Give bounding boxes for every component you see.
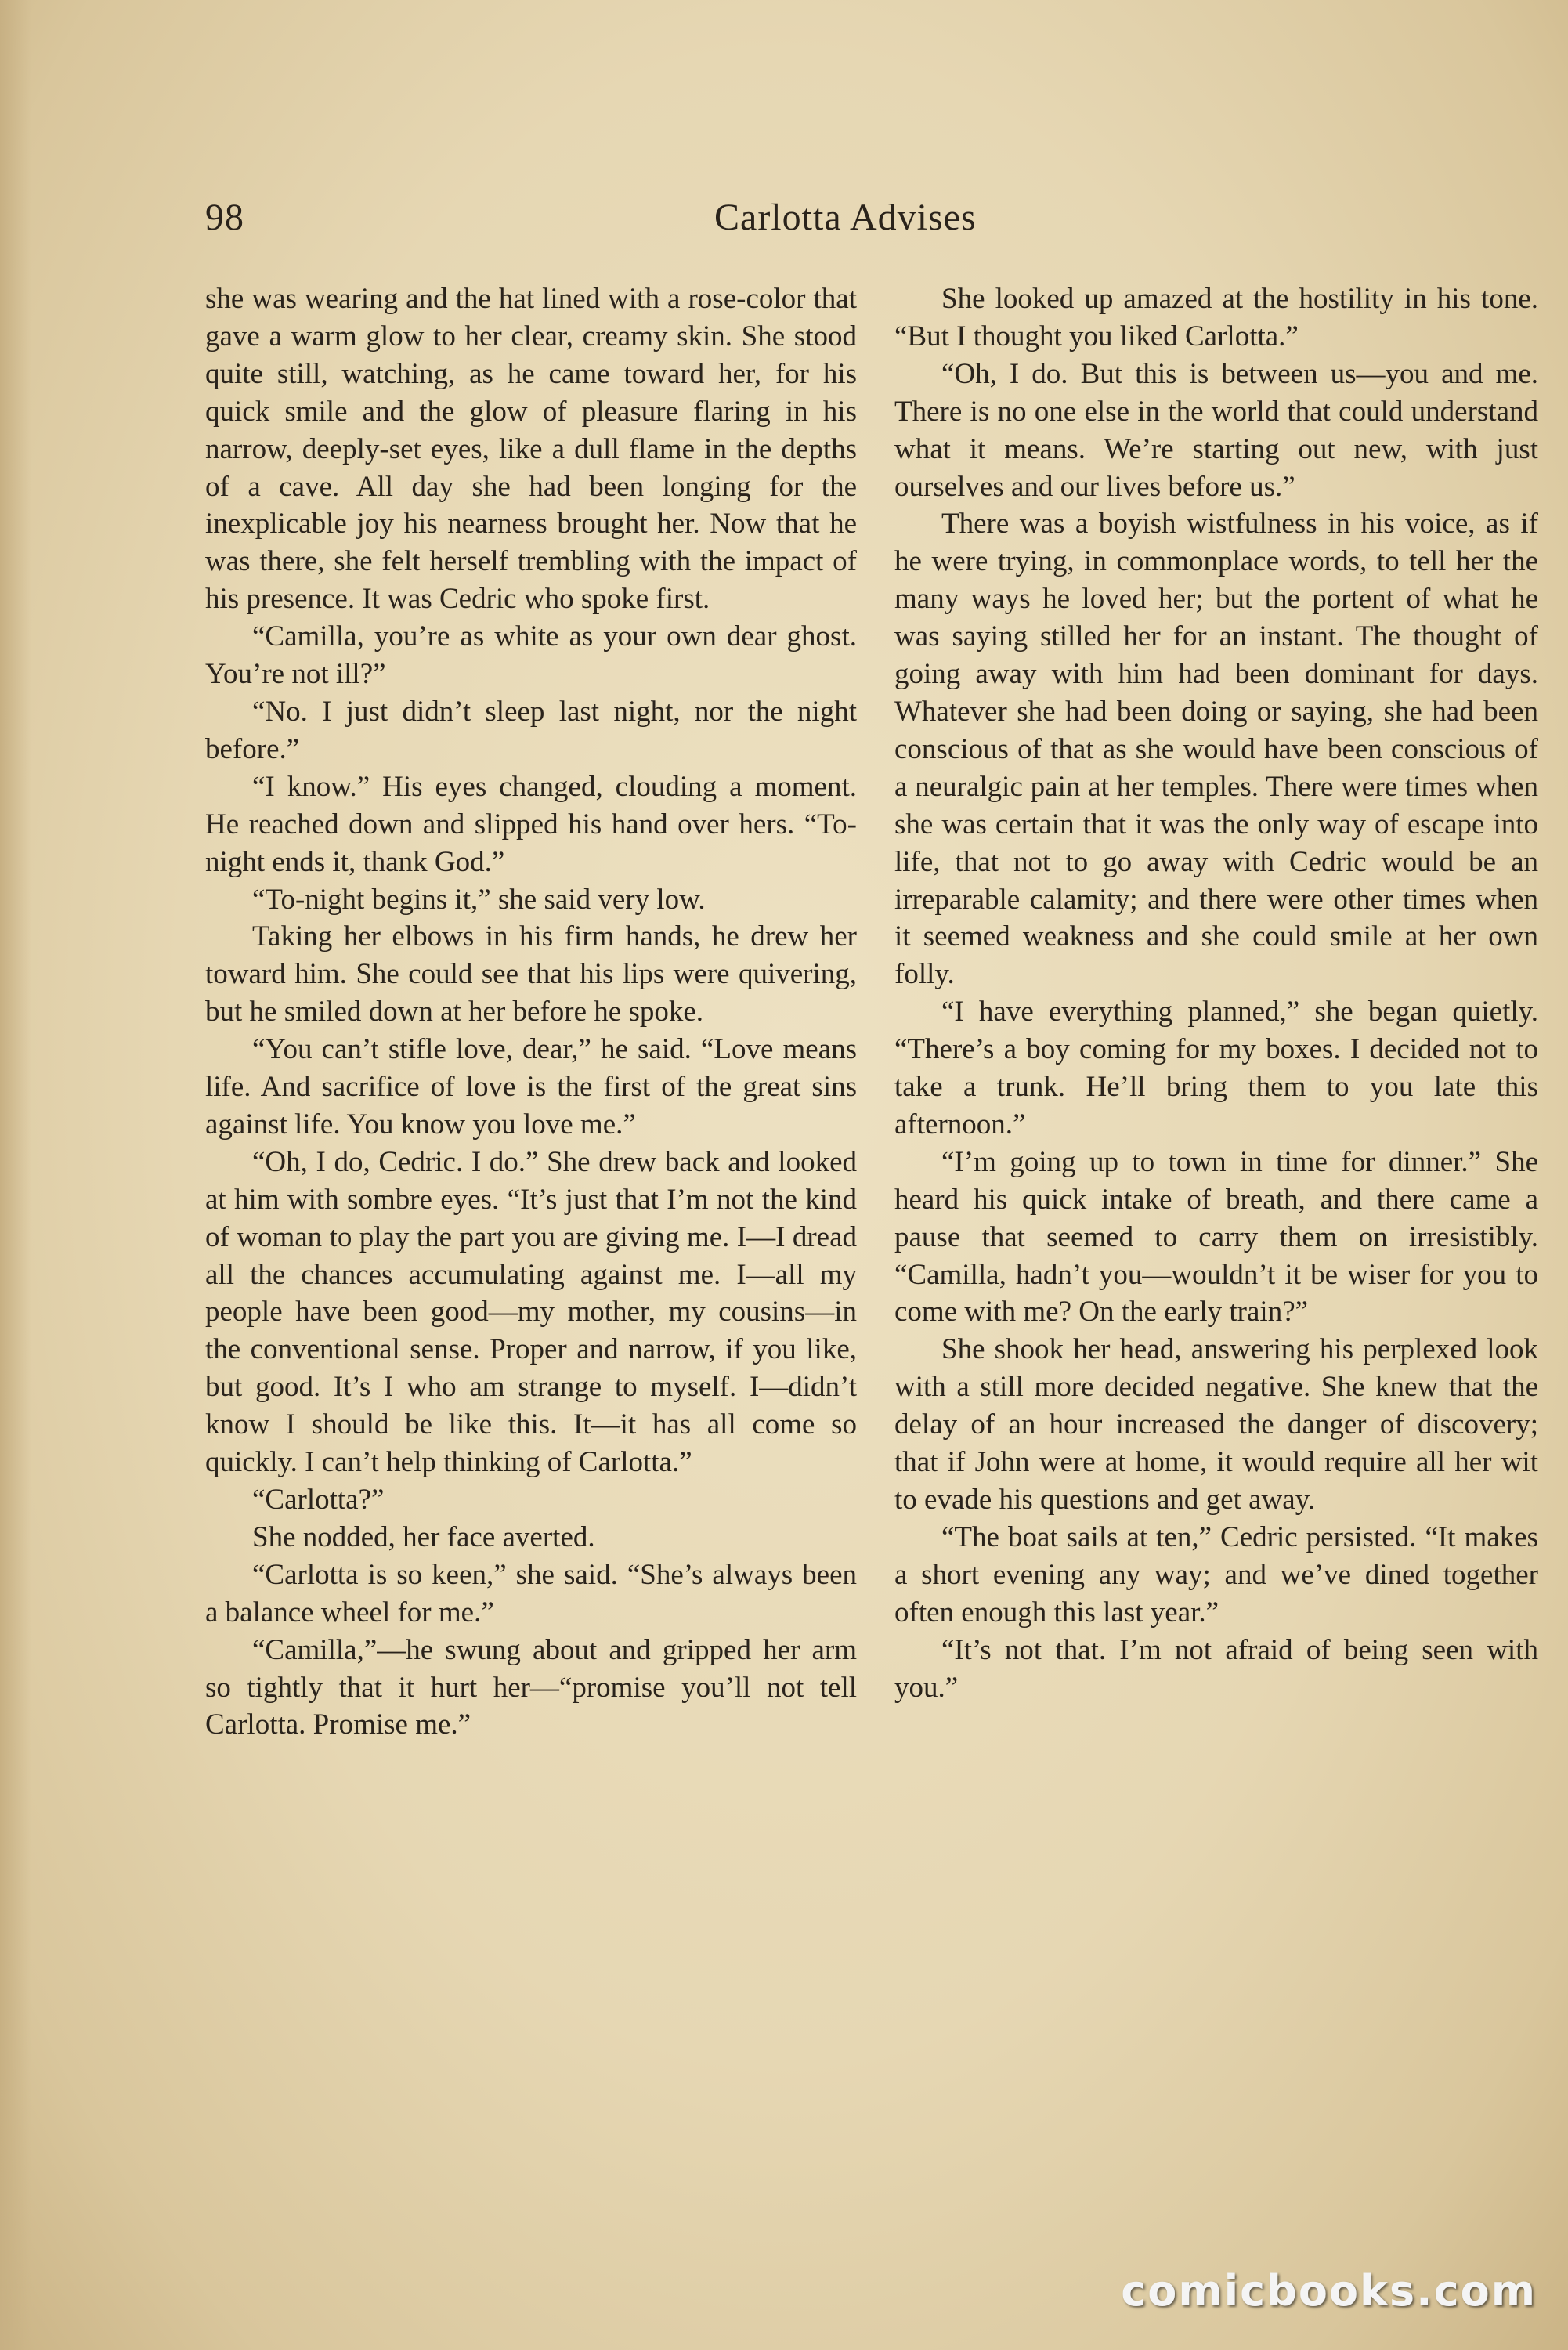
paragraph: There was a boyish wistfulness in his voice, as if he were trying, in commonplace words, to tell her the many ways he loved her; but the portent of what he was saying stilled her for an instant. The thought of going away with him had been dominant for days. Whatever she had been doing or saying, she had been conscious of that as she would have been conscious of a neuralgic pain at her temples. There were times when she was certain that it was the only way of escape into life, that not to go away with Cedric would be an irreparable calamity; and there were other times when it seemed weakness and she could smile at her own folly. — [894, 508, 1538, 991]
paragraph: “It’s not that. I’m not afraid of being seen with you.” — [894, 1633, 1538, 1704]
paragraph: “I have everything planned,” she began quietly. “There’s a boy coming for my boxes. I decided not to take a trunk. He’ll bring them to you late this afternoon.” — [894, 996, 1538, 1141]
paragraph: she was wearing and the hat lined with a rose-color that gave a warm glow to her clear, creamy skin. She stood quite still, watching, as he came toward her, for his quick smile and the glow of pleasure flaring in his narrow, deeply-set eyes, like a dull flame in the depths of a cave. All day she had been longing for the inexplicable joy his nearness brought her. Now that he was there, she felt herself trembling with the impact of his presence. It was Cedric who spoke first. — [205, 283, 857, 616]
paragraph: “Carlotta is so keen,” she said. “She’s always been a balance wheel for me.” — [205, 1558, 857, 1629]
page-number: 98 — [205, 197, 244, 238]
running-title: Carlotta Advises — [714, 197, 977, 238]
paragraph: “To-night begins it,” she said very low. — [252, 883, 706, 916]
paragraph: “Camilla, you’re as white as your own dear ghost. You’re not ill?” — [205, 620, 857, 691]
paragraph: She shook her head, answering his perplexed look with a still more decided negative. She knew that the delay of an hour increased the danger of discovery; that if John were at home, it would require all her wit to evade his questions and get away. — [894, 1333, 1538, 1516]
paragraph: Taking her elbows in his firm hands, he drew her toward him. She could see that his lips were quivering, but he smiled down at her before he spoke. — [205, 920, 857, 1029]
paragraph: “You can’t stifle love, dear,” he said. “Love means life. And sacrifice of love is the first of the great sins against life. You know you love me.” — [205, 1033, 857, 1141]
paragraph: “I know.” His eyes changed, clouding a moment. He reached down and slipped his hand over hers. “To-night ends it, thank God.” — [205, 770, 857, 878]
paragraph: “Oh, I do, Cedric. I do.” She drew back and looked at him with sombre eyes. “It’s just that I’m not the kind of woman to play the part you are giving me. I—I dread all the chances accumulating against me. I—all my people have been good—my mother, my cousins—in the conventional sense. Proper and narrow, if you like, but good. It’s I who am strange to myself. I—didn’t know I should be like this. It—it has all come so quickly. I can’t help thinking of Carlotta.” — [205, 1145, 857, 1479]
paragraph: “I’m going up to town in time for dinner.” She heard his quick intake of breath, and there came a pause that seemed to carry them on irresistibly. “Camilla, hadn’t you—wouldn’t it be wiser for you to come with me? On the early train?” — [894, 1145, 1538, 1329]
paragraph: “Oh, I do. But this is between us—you and me. There is no one else in the world that could understand what it means. We’re starting out new, with just ourselves and our lives before us.” — [894, 357, 1538, 503]
paragraph: She nodded, her face averted. — [252, 1520, 595, 1553]
right-text-column — [894, 280, 1538, 1706]
page-header — [205, 196, 1537, 251]
paragraph: “The boat sails at ten,” Cedric persisted. “It makes a short evening any way; and we’ve dined together often enough this last year.” — [894, 1520, 1538, 1629]
page-edge-shadow — [0, 0, 31, 2350]
watermark-logo: comicbooks.com — [1121, 2266, 1537, 2316]
paragraph: She looked up amazed at the hostility in his tone. “But I thought you liked Carlotta.” — [894, 283, 1538, 352]
paragraph: “Camilla,”—he swung about and gripped her arm so tightly that it hurt her—“promise you’ll not tell Carlotta. Promise me.” — [205, 1633, 857, 1741]
paragraph: “Carlotta?” — [252, 1484, 385, 1516]
left-text-column — [205, 280, 857, 1744]
paragraph: “No. I just didn’t sleep last night, nor the night before.” — [205, 695, 857, 765]
